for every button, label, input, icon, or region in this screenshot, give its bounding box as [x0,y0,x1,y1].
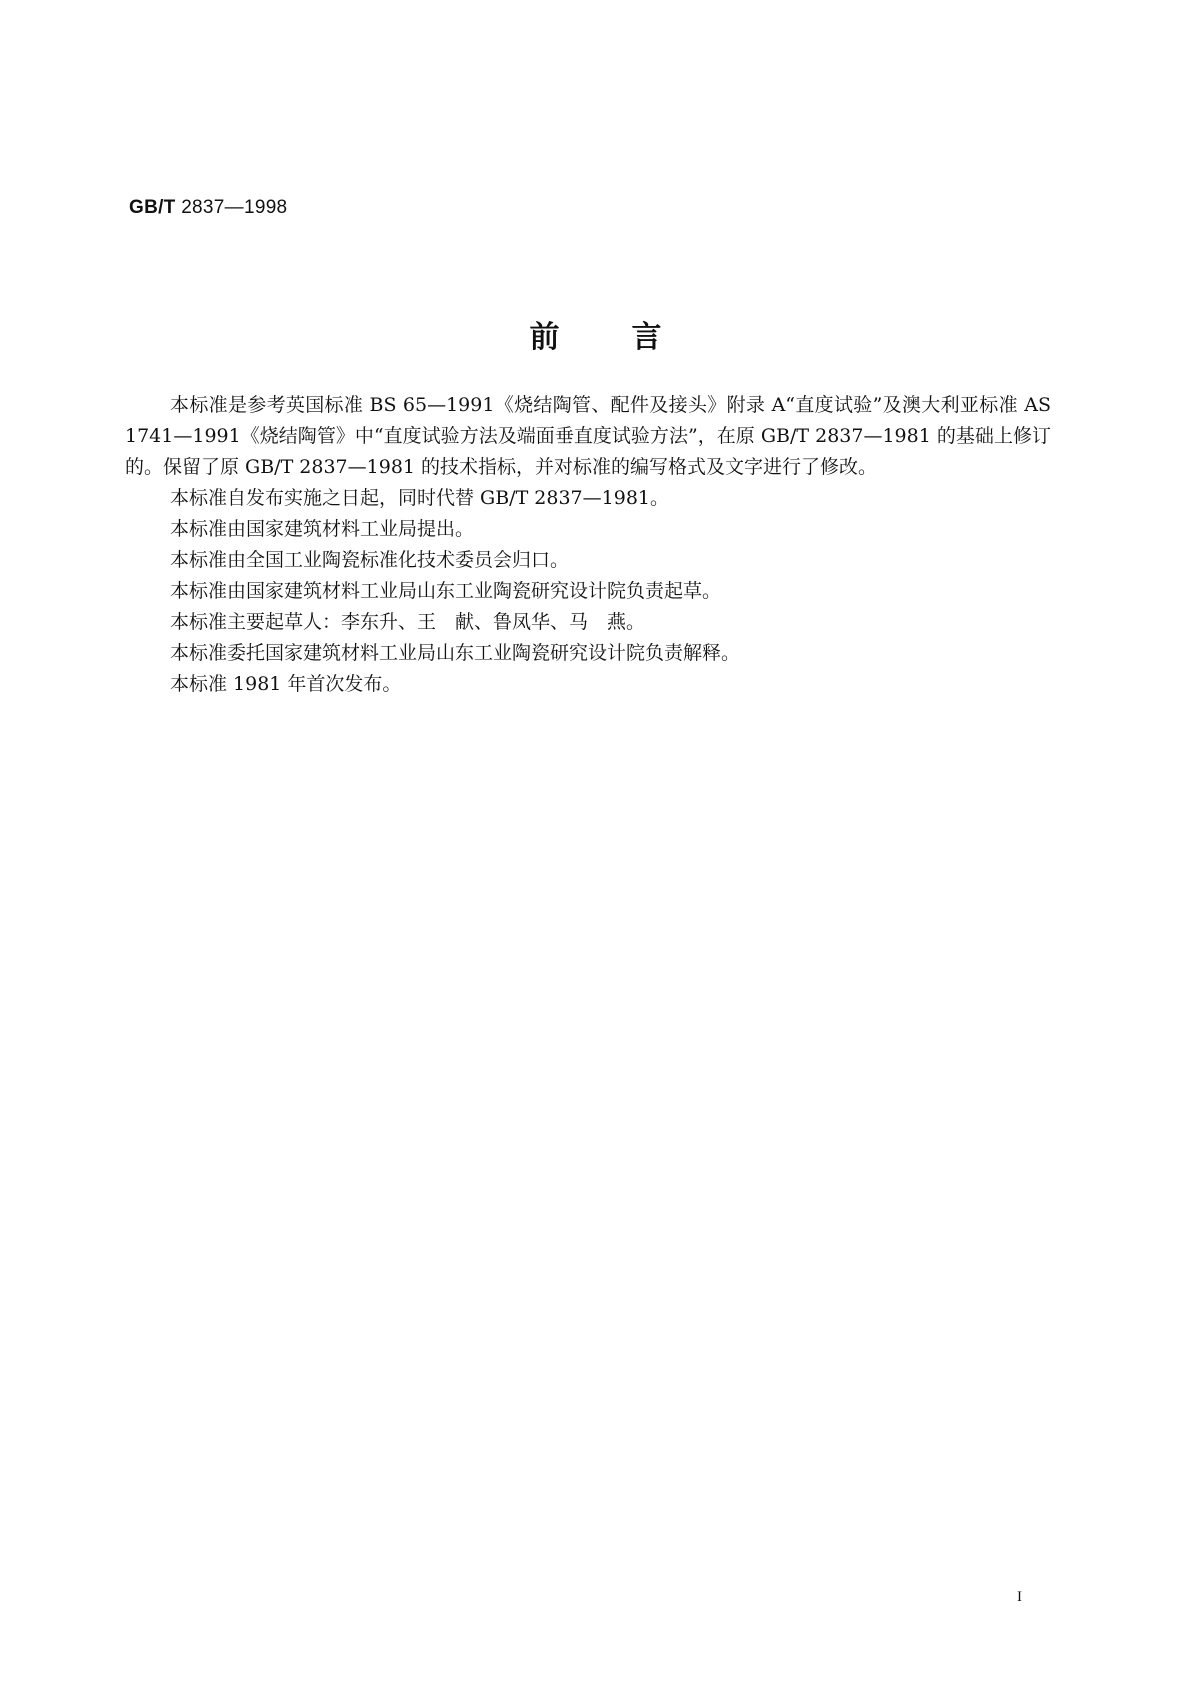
paragraph-centralized-by: 本标准由全国工业陶瓷标准化技术委员会归口。 [170,549,570,571]
page-title: 前言 [529,320,734,355]
standard-code-prefix: GB/T [129,197,176,218]
paragraph-supersedes: 本标准自发布实施之日起，同时代替 GB/T 2837—1981。 [170,487,670,509]
paragraph-drafted-by: 本标准由国家建筑材料工业局山东工业陶瓷研究设计院负责起草。 [170,580,722,602]
standard-code-number: 2837—1998 [181,197,288,218]
page-number: I [1017,1589,1022,1605]
paragraph-drafters: 本标准主要起草人：李东升、王 献、鲁凤华、马 燕。 [170,611,646,633]
paragraph-interpretation: 本标准委托国家建筑材料工业局山东工业陶瓷研究设计院负责解释。 [170,642,741,664]
paragraph-proposed-by: 本标准由国家建筑材料工业局提出。 [170,518,475,540]
paragraph-first-issued: 本标准 1981 年首次发布。 [170,673,402,695]
paragraph-basis: 本标准是参考英国标准 BS 65—1991《烧结陶管、配件及接头》附录 A“直度试验”及澳大利亚标准 AS 1741—1991《烧结陶管》中“直度试验方法及端面垂直度试验方法”，在原 GB/T 2837—1981 的基础上修订的。保留了原 GB/T 2837—1981 的技术指标，并对标准的编写格式及文字进行了修改。 [125,394,1051,478]
foreword-body [125,390,1051,700]
standard-code [129,197,287,219]
